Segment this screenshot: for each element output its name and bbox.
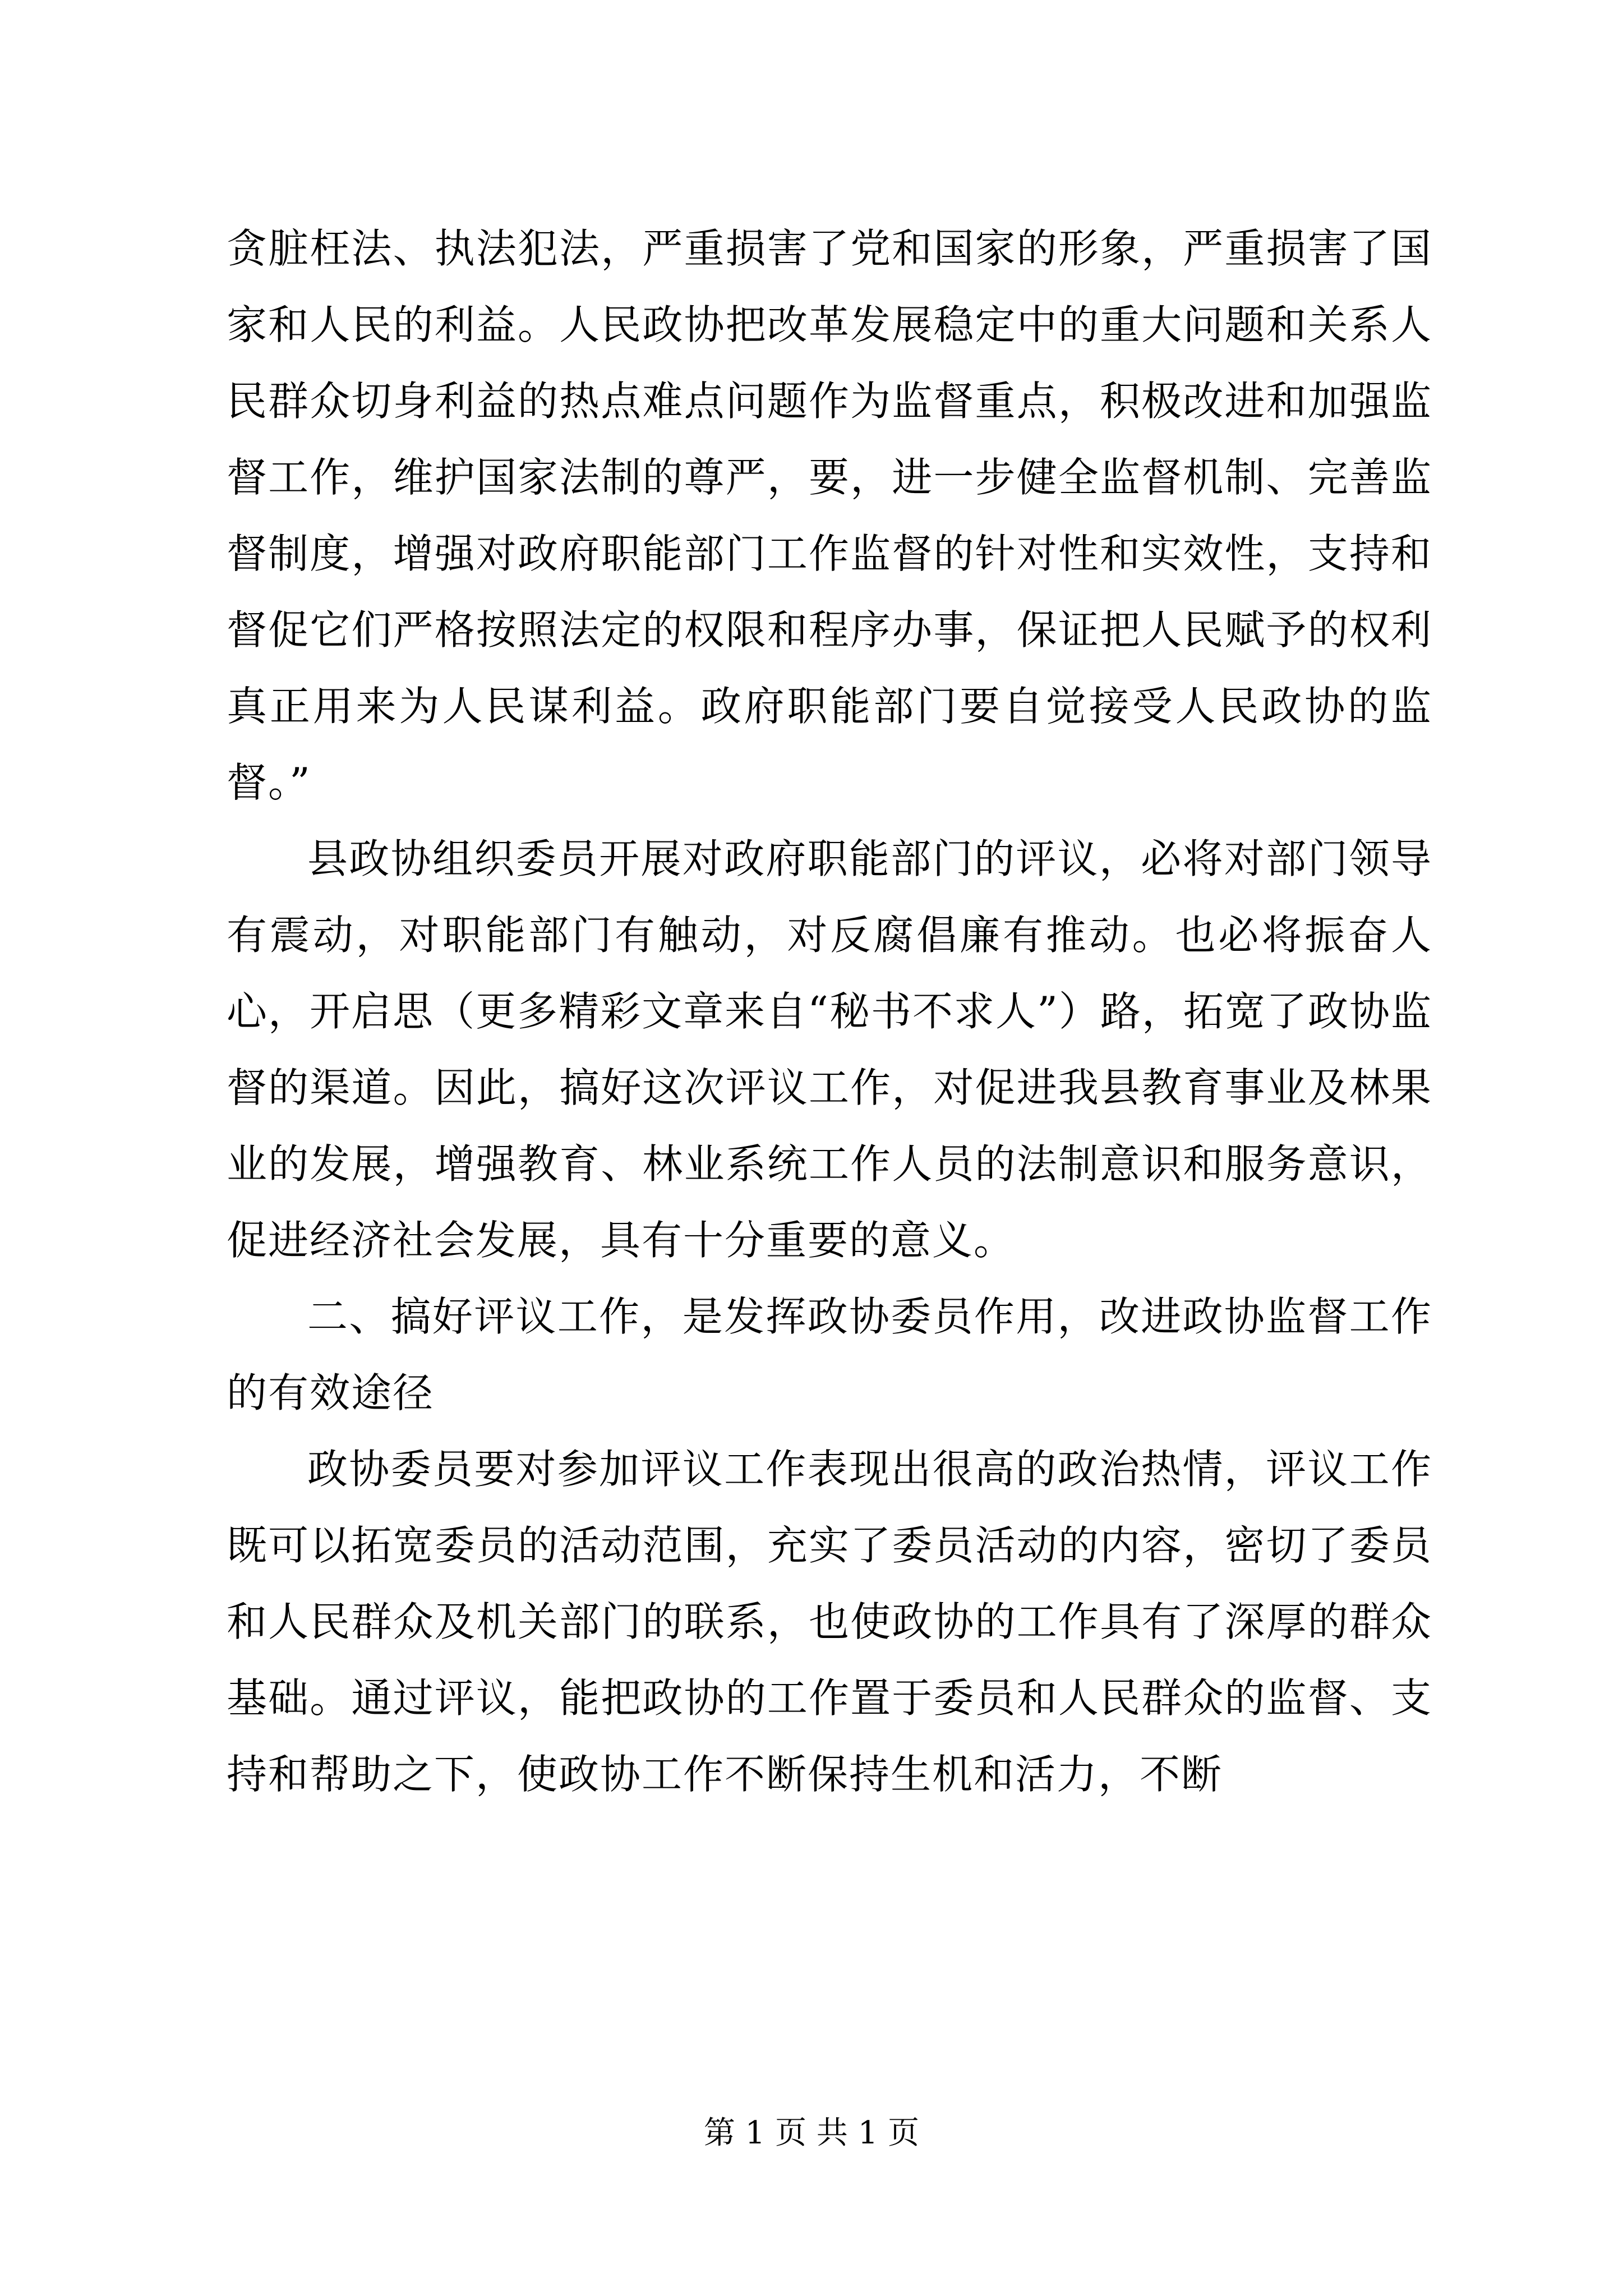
paragraph-2: 县政协组织委员开展对政府职能部门的评议，必将对部门领导有震动，对职能部门有触动，对反腐倡廉有推动。也必将振奋人心，开启思（更多精彩文章来自“秘书不求人”）路，拓宽了政协监督的渠道。因此，搞好这次评议工作，对促进我县教育事业及林果业的发展，增强教育、林业系统工作人员的法制意识和服务意识，促进经济社会发展，具有十分重要的意义。 — [227, 835, 1432, 1264]
paragraph-3: 政协委员要对参加评议工作表现出很高的政治热情，评议工作既可以拓宽委员的活动范围，充实了委员活动的内容，密切了委员和人民群众及机关部门的联系，也使政协的工作具有了深厚的群众基础。通过评议，能把政协的工作置于委员和人民群众的监督、支持和帮助之下，使政协工作不断保持生机和活力，不断 — [227, 1446, 1432, 1798]
paragraph-1: 贪脏枉法、执法犯法，严重损害了党和国家的形象，严重损害了国家和人民的利益。人民政协把改革发展稳定中的重大问题和关系人民群众切身利益的热点难点问题作为监督重点，积极改进和加强监督工作，维护国家法制的尊严，要，进一步健全监督机制、完善监督制度，增强对政府职能部门工作监督的针对性和实效性，支持和督促它们严格按照法定的权限和程序办事，保证把人民赋予的权利真正用来为人民谋利益。政府职能部门要自觉接受人民政协的监督。” — [227, 225, 1432, 806]
section-heading: 二、搞好评议工作，是发挥政协委员作用，改进政协监督工作的有效途径 — [227, 1293, 1432, 1416]
body-text — [227, 210, 1432, 1812]
page-footer: 第 1 页 共 1 页 — [703, 2115, 920, 2151]
